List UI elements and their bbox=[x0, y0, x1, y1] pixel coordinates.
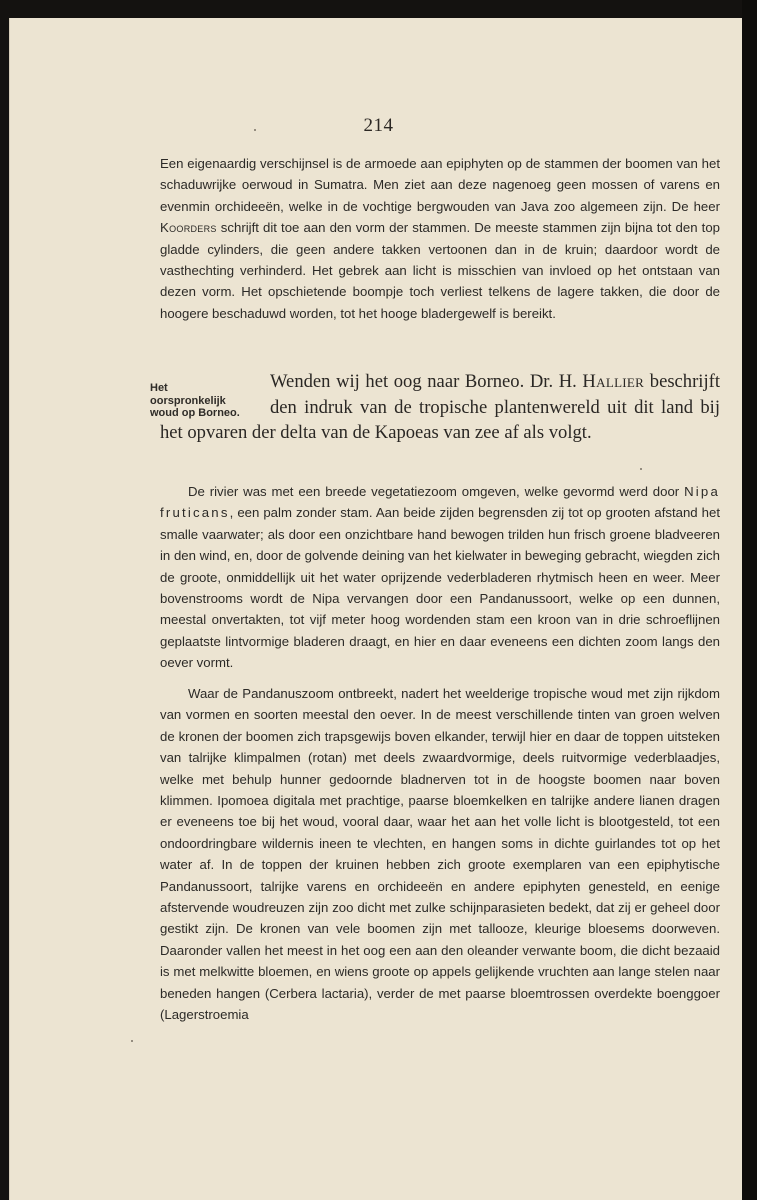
margin-note-gap bbox=[160, 369, 270, 419]
paragraph-tropical-forest: Waar de Pandanuszoom ontbreekt, nadert het weelderige tropische woud met zijn rijkdom van vormen en soorten meestal den oever. In de meest verschillende tinten van groen welven de kronen der boomen zich trapsgewijs boven elkander, terwijl hier en daar de toppen uitsteken van talrijke klimpalmen (rotan) met deels zwaardvormige, deels ruitvormige vederblaadjes, welke met behulp hunner gedoornde bladnerven tot in de hoogste boomen naar boven klimmen. Ipomoea digitala met prachtige, paarse bloemkelken en talrijke andere lianen dragen er eveneens toe bij het woud, vooral daar, waar het aan het volle licht is blootgesteld, tot een ondoordringbare wildernis ineen te vlechten, en hangen soms in dichte guirlandes tot op het water af. In de toppen der kruinen hebben zich groote exemplaren van een epiphytische Pandanussoort, talrijke varens en orchideeën en andere epiphyten genesteld, en eenige afstervende woudreuzen zijn zoo dicht met zulke schijnparasieten bedekt, dat zij er geheel door gestikt zijn. De kronen van vele boomen zijn met tallooze, kleurige bloesems doorweven. Daaronder vallen het meest in het oog een aan den oleander verwante boom, die dicht bezaaid is met melkwitte bloemen, en wiens groote op appels gelijkende vruchten aan lange stelen naar beneden hangen (Cerbera lactaria), verder de met paarse bloemtrossen overdekte boenggoer (Lagerstroemia bbox=[160, 686, 720, 1023]
species-name-nipa: Nipa fruticans bbox=[160, 484, 720, 521]
author-name-koorders: Koorders bbox=[160, 220, 217, 236]
page-edge-shadow bbox=[742, 0, 757, 1200]
lead-paragraph-borneo bbox=[160, 369, 720, 446]
paragraph-nipa-river bbox=[160, 481, 720, 674]
author-name-hallier: Hallier bbox=[582, 371, 645, 392]
lead-text-continued: beschrijft den indruk van de tropische plantenwereld uit dit land bij het opvaren der delta van de Kapoeas van zee af als volgt. bbox=[160, 371, 720, 443]
page-number: 214 bbox=[363, 115, 394, 136]
margin-note: Het oorspronkelijk woud op Borneo. bbox=[150, 382, 240, 420]
paragraph-text: Een eigenaardig verschijnsel is de armoede aan epiphyten op de stammen der boomen van het schaduwrijke oerwoud in Sumatra. Men ziet aan deze nagenoeg geen mossen of varens en evenmin orchideeën, welke in de vochtige bergwouden van Java zoo algemeen zijn. De heer bbox=[160, 156, 720, 214]
paragraph-text-continued: , een palm zonder stam. Aan beide zijden begrensden zij tot op grooten afstand het smalle vaarwater; als door een onzichtbare hand bewogen trilden hun frisch groene bladveeren in den wind, en, door de golvende deining van het kielwater in beweging gebracht, wiegden zich de groote, onmiddellijk uit het water oprijzende vederbladeren rhytmisch heen en weer. Meer bovenstrooms wordt de Nipa vervangen door een Pandanussoort, welke op een dunnen, meestal onvertakten, tot vijf meter hoog wordenden stam een kroon van in drie schroeflijnen geplaatste lintvormige bladeren draagt, en hier en daar eveneens een dichten zoom langs den oever vormt. bbox=[160, 505, 720, 671]
lead-text: Wenden wij het oog naar Borneo. Dr. H. bbox=[270, 371, 583, 392]
paragraph-text-continued: schrijft dit toe aan den vorm der stammen. De meeste stammen zijn bijna tot den top gladde cylinders, die geen andere takken vertoonen dan in de kruin; daardoor wordt de vasthechting verhinderd. Het gebrek aan licht is misschien van invloed op het ontstaan van dezen vorm. Het opschietende boompje toch verliest telkens de lagere takken, die door de hoogere beschaduwd worden, tot het hooge bladergewelf is bereikt. bbox=[160, 220, 720, 321]
print-speck bbox=[131, 1040, 133, 1042]
paragraph-epiphytes-sumatra bbox=[160, 153, 720, 324]
print-speck bbox=[640, 468, 642, 470]
paragraph-text: De rivier was met een breede vegetatiezoom omgeven, welke gevormd werd door bbox=[188, 484, 685, 499]
